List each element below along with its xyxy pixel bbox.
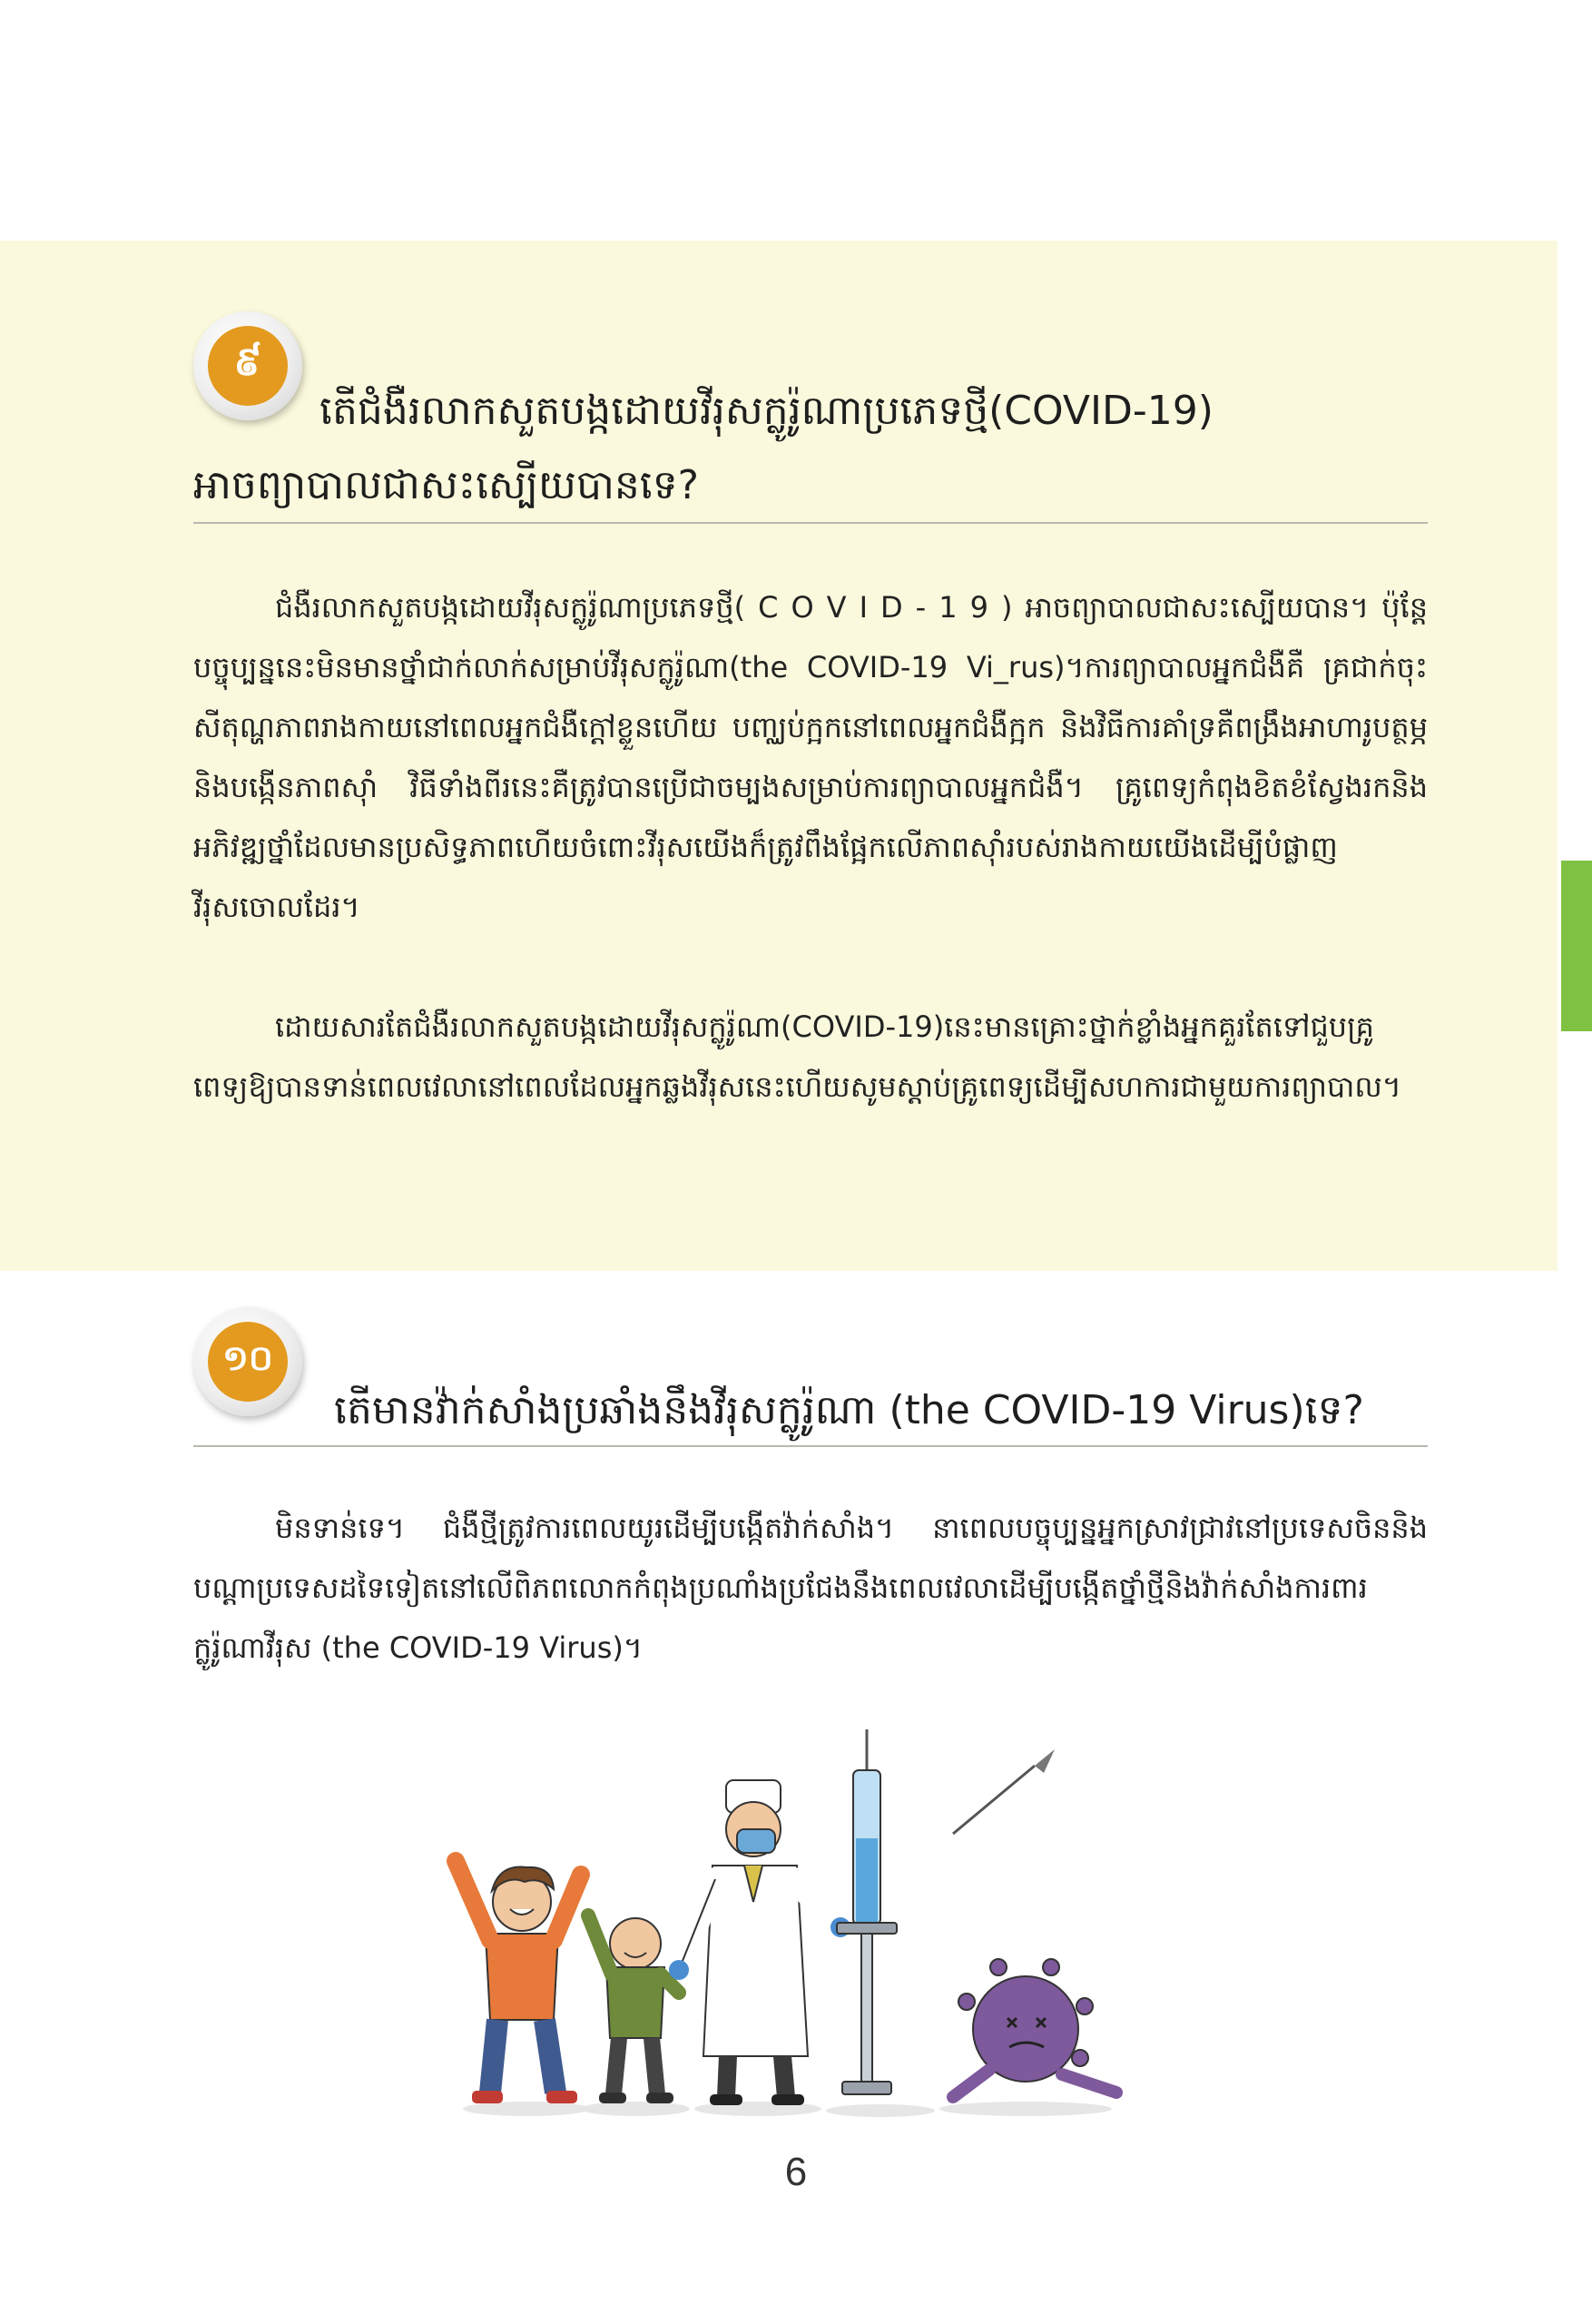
- question-10-title: តើមានវ៉ាក់សាំងប្រឆាំងនឹងវីរុសក្លូរ៉ូណា (the COVID-19 Virus)ទេ?: [334, 1387, 1364, 1433]
- question-number-badge-10: [193, 1307, 302, 1416]
- virus-icon: [953, 1749, 1116, 2097]
- syringe-icon: [837, 1729, 897, 2094]
- child-orange-hoodie: [456, 1861, 581, 2103]
- page-number: 6: [784, 2150, 808, 2194]
- question-9-title-line1: តើជំងឺរលាកសួតបង្កដោយវីរុសក្លូរ៉ូណាប្រភេទថ្មី(COVID-19): [319, 388, 1214, 434]
- section-9-divider: [193, 522, 1428, 524]
- question-9-title-line2: អាចព្យាបាលជាសះស្បើយបានទេ?: [193, 462, 700, 508]
- vaccine-illustration: [445, 1729, 1153, 2120]
- badge-number-10: ១០: [208, 1322, 288, 1402]
- child-green-jacket: [588, 1915, 679, 2103]
- section-10-divider: [193, 1445, 1428, 1447]
- doctor-figure: [669, 1780, 850, 2105]
- section-10-paragraph-1: មិនទាន់ទេ។ ជំងឺថ្មីត្រូវការពេលយូរដើម្បីបង្កើតវ៉ាក់សាំង។ នាពេលបច្ចុប្បន្នអ្នកស្រាវជ្រាវនៅប្រទេសចិននិងបណ្ដាប្រទេសដទៃទៀតនៅលើពិភពលោកកំពុងប្រណាំងប្រជែងនឹងពេលវេលាដើម្បីបង្កើតថ្នាំថ្មីនិងវ៉ាក់សាំងការពារក្លូរ៉ូណាវីរុស (the COVID-19 Virus)។: [193, 1511, 1428, 1665]
- chapter-side-tab: [1561, 861, 1592, 1031]
- section-9-paragraph-1: ជំងឺរលាកសួតបង្កដោយវីរុសក្លូរ៉ូណាប្រភេទថ្មី( C O V I D - 1 9 ) អាចព្យាបាលជាសះស្បើយបាន។ ប៉ុន្តែបច្ចុប្បន្ននេះមិនមានថ្នាំជាក់លាក់សម្រាប់វីរុសក្លូរ៉ូណា(the COVID-19 Vi_rus)។ការព្យាបាលអ្នកជំងឺគឺ គ្រជាក់ចុះសីតុណ្ហភាពរាងកាយនៅពេលអ្នកជំងឺក្ដៅខ្លួនហើយ បញ្ឈប់ក្អកនៅពេលអ្នកជំងឺក្អក និងវិធីការគាំទ្រគឺពង្រឹងអាហារូបត្ថម្ភនិងបង្កើនភាពស៊ាំ វិធីទាំងពីរនេះគឺត្រូវបានប្រើជាចម្បងសម្រាប់ការព្យាបាលអ្នកជំងឺ។ គ្រូពេទ្យកំពុងខិតខំស្វែងរកនិងអភិវឌ្ឍថ្នាំដែលមានប្រសិទ្ធភាពហើយចំពោះវីរុសយើងក៏ត្រូវពឹងផ្អែកលើភាពស៊ាំរបស់រាងកាយយើងដើម្បីបំផ្លាញវីរុសចោលដែរ។: [193, 590, 1428, 924]
- section-9-paragraph-2: ដោយសារតែជំងឺរលាកសួតបង្កដោយវីរុសក្លូរ៉ូណា(COVID-19)នេះមានគ្រោះថ្នាក់ខ្លាំងអ្នកគួរតែទៅជួបគ្រូពេទ្យឱ្យបានទាន់ពេលវេលានៅពេលដែលអ្នកឆ្លងវីរុសនេះហើយសូមស្ដាប់គ្រូពេទ្យដើម្បីសហការជាមួយការព្យាបាល។: [193, 1009, 1401, 1104]
- question-number-badge-9: [193, 311, 302, 420]
- badge-number-9: ៩: [208, 326, 288, 406]
